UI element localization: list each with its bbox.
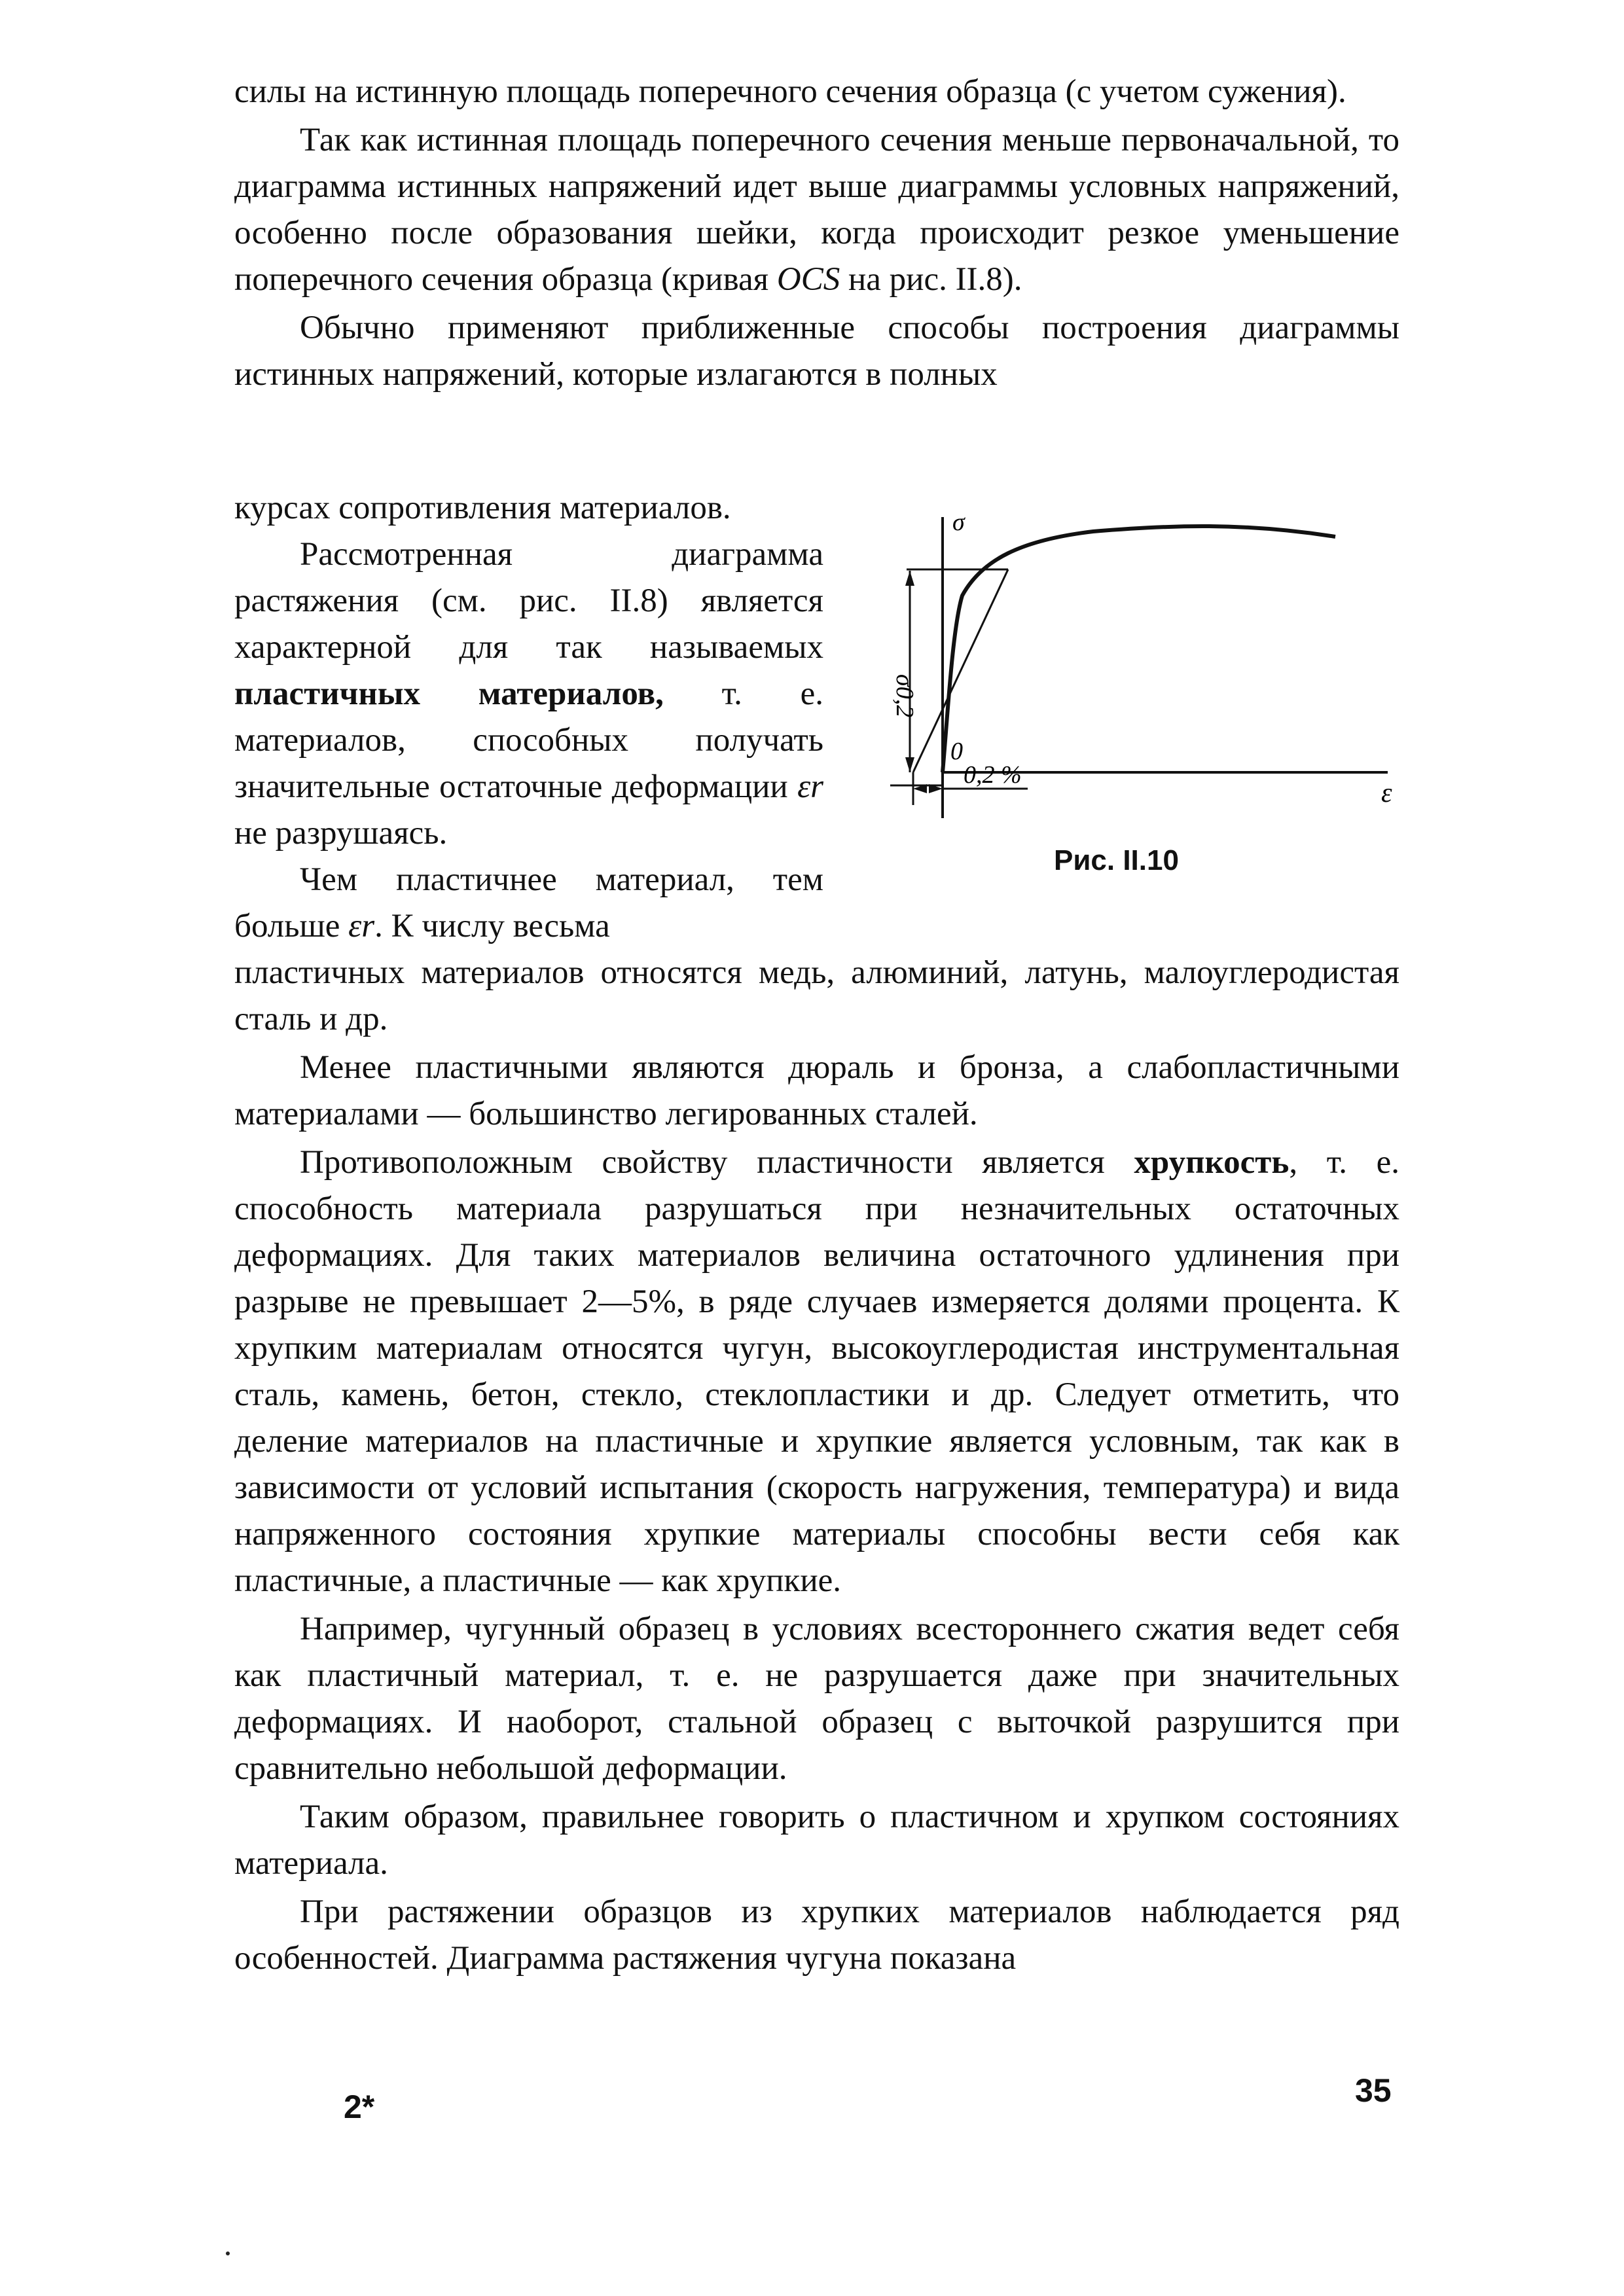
paragraph-1: силы на истинную площадь поперечного сечения образца (с учетом сужения). bbox=[234, 73, 1346, 110]
paragraph-2: Так как истинная площадь поперечного сечения меньше первоначальной, то диаграмма истинных напряжений идет выше диаграммы условных напряжений, особенно после образования шейки, когда происходит резкое уменьшение поперечного сечения образца (кривая OCS на рис. II.8). bbox=[234, 122, 1399, 298]
curve-name: OCS bbox=[776, 261, 840, 298]
paragraph-8: Противоположным свойству пластичности является хрупкость, т. е. способность материала разрушаться при незначительных остаточных деформациях. Для таких материалов величина остаточного удлинения при разрыве не превышает 2—5%, в ряде случаев измеряется долями процента. К хрупким материалам относятся чугун, высокоуглеродистая инструментальная сталь, камень, бетон, стекло, стеклопластики и др. Следует отметить, что деление материалов на пластичные и хрупкие является условным, так как в зависимости от условий испытания (скорость нагружения, температура) и вида напряженного состояния хрупкие материалы способны вести себя как пластичные, а пластичные — как хрупкие. bbox=[234, 1144, 1400, 1599]
paragraph-5: Чем пластичнее материал, тем больше εr. К числу весьма bbox=[234, 861, 823, 944]
paragraph-11: При растяжении образцов из хрупких материалов наблюдается ряд особенностей. Диаграмма растяжения чугуна показана bbox=[234, 1893, 1399, 1977]
origin-label: 0 bbox=[950, 738, 963, 765]
dimension-arrow-up bbox=[905, 571, 914, 586]
stress-strain-diagram bbox=[877, 497, 1427, 864]
eps-r-symbol-2: εr bbox=[348, 908, 375, 944]
top-text-block bbox=[234, 69, 1399, 400]
term-plastic-materials: пластичных материалов, bbox=[234, 675, 664, 712]
figure-caption: Рис. II.10 bbox=[1054, 844, 1179, 876]
bottom-text-block bbox=[234, 950, 1399, 1984]
signature-mark: 2* bbox=[344, 2089, 375, 2125]
epsilon-axis-label: ε bbox=[1381, 778, 1392, 808]
paragraph-6: пластичных материалов относятся медь, алюминий, латунь, малоуглеродистая сталь и др. bbox=[234, 954, 1399, 1037]
offset-label: 0,2 % bbox=[964, 761, 1022, 789]
paragraph-10: Таким образом, правильнее говорить о пластичном и хрупком состояниях материала. bbox=[234, 1799, 1399, 1882]
scan-dot bbox=[226, 2251, 230, 2255]
paragraph-7: Менее пластичными являются дюраль и бронза, а слабопластичными материалами — большинство легированных сталей. bbox=[234, 1049, 1399, 1132]
dimension-arrow-down bbox=[905, 757, 914, 772]
wrap-line-1: курсах сопротивления материалов. bbox=[234, 490, 731, 526]
paragraph-3: Обычно применяют приближенные способы построения диаграммы истинных напряжений, которые излагаются в полных bbox=[234, 310, 1399, 393]
paragraph-9: Например, чугунный образец в условиях всестороннего сжатия ведет себя как пластичный материал, т. е. не разрушается даже при значительных деформациях. И наоборот, стальной образец с выточкой разрушится при сравнительно небольшой деформации. bbox=[234, 1611, 1399, 1787]
eps-r-symbol: εr bbox=[797, 768, 824, 805]
sigma02-label: σ0,2 bbox=[891, 674, 918, 718]
sigma-axis-label: σ bbox=[952, 509, 965, 536]
term-brittleness: хрупкость bbox=[1134, 1144, 1290, 1181]
stress-strain-curve bbox=[943, 526, 1335, 772]
page-number: 35 bbox=[1355, 2072, 1392, 2109]
paragraph-4: Рассмотренная диаграмма растяжения (см. рис. II.8) является характерной для так называемых пластичных материалов, т. е. материалов, способных получать значительные остаточные деформации εr не разрушаясь. bbox=[234, 536, 824, 852]
stress-strain-figure bbox=[877, 497, 1427, 890]
wrap-text-block bbox=[234, 485, 823, 950]
